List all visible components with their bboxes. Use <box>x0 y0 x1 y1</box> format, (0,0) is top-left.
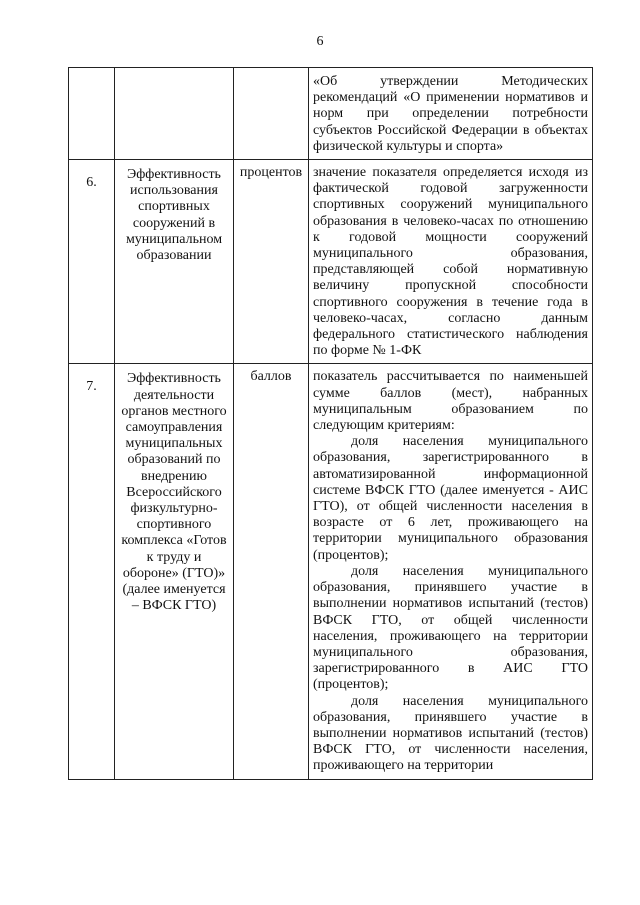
unit: процентов <box>239 165 303 181</box>
indicator-name-cell <box>115 160 234 364</box>
description-cell <box>309 364 593 779</box>
indicator-name: Эффективность деятельности органов местного самоуправления муниципальных образований по внедрению Всероссийского физкультурно-спортивного комплекса «Готов к труду и обороне» (ГТО)» (далее именуется – ВФСК ГТО) <box>121 371 227 614</box>
criterion-paragraph: доля населения муниципального образования, зарегистрированного в автоматизированной информационной системе ВФСК ГТО (далее именуется - АИС ГТО), от общей численности населения в возрасте от 6 лет, проживающего на территории муниципального образования (процентов); <box>313 434 588 563</box>
unit-cell <box>234 68 309 160</box>
indicator-name: Эффективность использования спортивных сооружений в муниципальном образовании <box>125 167 223 264</box>
indicator-name-cell <box>115 68 234 160</box>
unit-cell <box>234 160 309 364</box>
description-paragraph: показатель рассчитывается по наименьшей сумме баллов (мест), набранных муниципальным образованием по следующим критериям: <box>313 369 588 434</box>
page-number: 6 <box>316 34 324 49</box>
description-paragraph: «Об утверждении Методических рекомендаций «О применении нормативов и норм при определении потребности субъектов Российской Федерации в объектах физической культуры и спорта» <box>313 74 588 154</box>
row-number: 6. <box>86 175 97 191</box>
table-row <box>69 160 593 364</box>
table-row <box>69 68 593 160</box>
unit-cell <box>234 364 309 779</box>
row-number-cell <box>69 364 115 779</box>
table-row <box>69 364 593 779</box>
indicator-name-cell <box>115 364 234 779</box>
row-number-cell <box>69 68 115 160</box>
criterion-paragraph: доля населения муниципального образования, принявшего участие в выполнении нормативов испытаний (тестов) ВФСК ГТО, от численности населения, проживающего на территории <box>313 693 588 774</box>
criterion-paragraph: доля населения муниципального образования, принявшего участие в выполнении нормативов испытаний (тестов) ВФСК ГТО, от общей численности населения, проживающего на территории муниципального образования, зарегистрированного в АИС ГТО (процентов); <box>313 563 588 693</box>
row-number: 7. <box>86 379 97 395</box>
description-cell <box>309 160 593 364</box>
row-number-cell <box>69 160 115 364</box>
description-cell <box>309 68 593 160</box>
indicators-table <box>68 67 593 780</box>
unit: баллов <box>250 369 292 385</box>
description-paragraph: значение показателя определяется исходя из фактической годовой загруженности спортивных сооружений муниципального образования в человеко-часах по отношению к годовой мощности сооружений муниципального образования, представляющей собой нормативную величину пропускной способности спортивного сооружения в течение года в человеко-часах, согласно данным федерального статистического наблюдения по форме № 1-ФК <box>313 165 588 359</box>
